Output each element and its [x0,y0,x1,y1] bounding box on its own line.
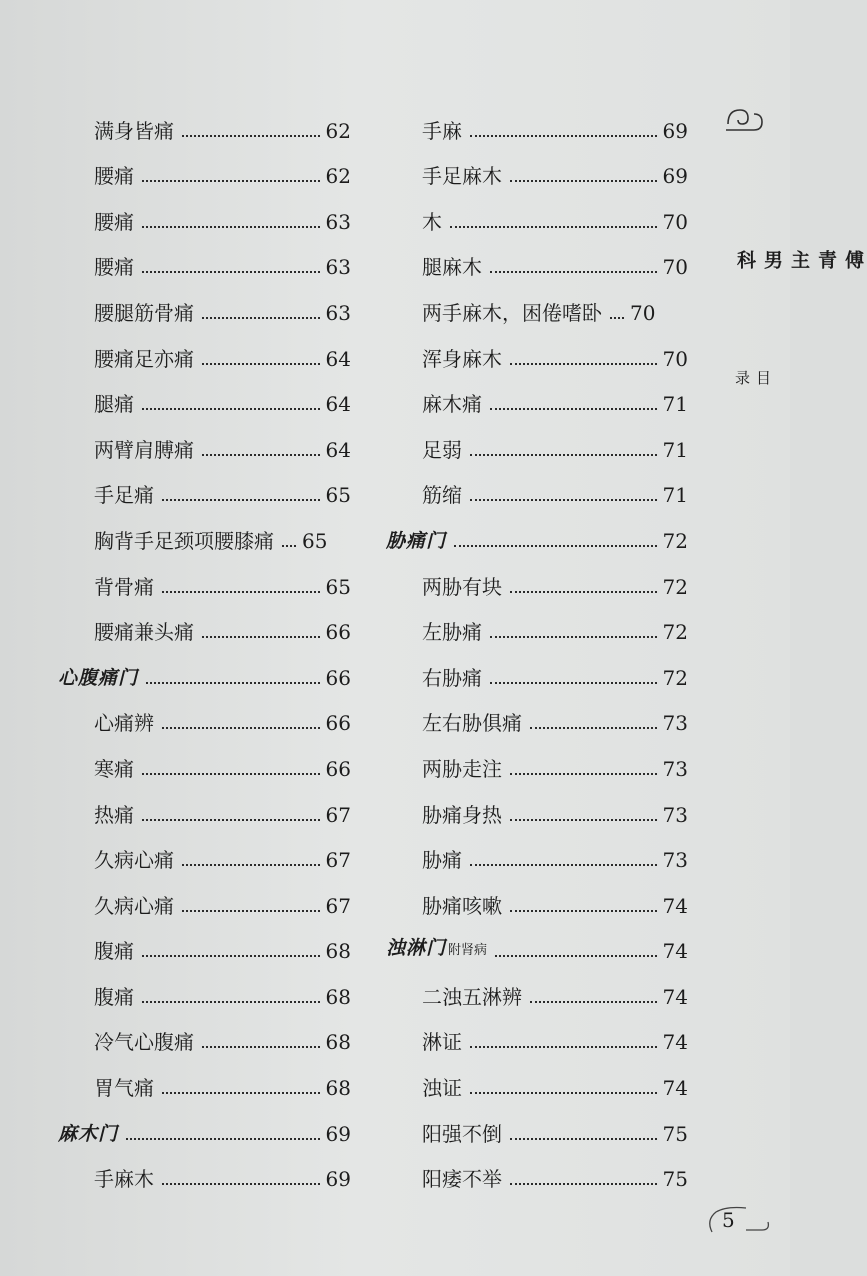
toc-entry-title [58,938,134,964]
toc-entry-title-text: 手足痛 [94,483,154,508]
toc-entry-title-text: 麻木痛 [422,392,482,417]
toc-entry-title-text: 腰痛 [94,209,134,234]
toc-page-number: 63 [325,209,351,234]
toc-entry-title-text: 腹痛 [94,939,134,964]
toc-entry-title [386,1029,462,1055]
toc-page-number: 71 [662,483,688,508]
toc-entry [386,463,688,509]
toc-page-number: 66 [325,620,351,645]
dot-leader [142,955,320,957]
toc-entry [58,964,351,1010]
toc-entry-title-text: 左胁痛 [422,620,482,645]
dot-leader [182,910,320,912]
page-number: 5 [722,1208,735,1232]
dot-leader [142,819,320,821]
dot-leader [470,1092,657,1094]
toc-entry-title [58,710,154,736]
toc-page-number: 74 [662,893,688,918]
toc-entry-title [58,1121,118,1147]
dot-leader [282,545,296,547]
toc-entry-title-text: 阳强不倒 [422,1121,502,1146]
toc-page-number: 73 [662,711,688,736]
toc-section-heading [58,1101,351,1147]
toc-entry-title [58,1075,154,1101]
toc-entry [386,828,688,874]
toc-page-number: 69 [662,118,688,143]
toc-entry [386,144,688,190]
toc-section-heading [386,508,688,554]
toc-entry [58,554,351,600]
toc-page-number: 65 [302,528,328,553]
toc-entry [386,600,688,646]
toc-entry [58,1055,351,1101]
dot-leader [450,226,657,228]
toc-entry-title [58,391,134,417]
toc-entry-title [386,437,462,463]
footer-ornament-icon [706,1200,776,1240]
dot-leader [182,864,320,866]
dot-leader [142,773,320,775]
toc-entry-title-text: 左右胁俱痛 [422,711,522,736]
toc-page-number: 62 [325,164,351,189]
toc-page-number: 72 [662,665,688,690]
dot-leader [470,135,657,137]
toc-entry-title [58,254,134,280]
toc-page-number: 65 [325,574,351,599]
toc-entry-title [58,1029,194,1055]
toc-page-number: 73 [662,848,688,873]
dot-leader [470,1046,657,1048]
toc-page-number: 71 [662,437,688,462]
toc-entry-title [58,437,194,463]
toc-page-number: 67 [325,848,351,873]
toc-entry-title [386,528,446,554]
toc-entry-title-text: 腰痛 [94,255,134,280]
toc-entry [58,417,351,463]
toc-entry-title [386,1166,502,1192]
toc-page-number: 68 [325,939,351,964]
toc-entry-title-text: 淋证 [422,1030,462,1055]
toc-entry-title [386,118,462,144]
toc-right-column [386,98,688,1192]
toc-entry [386,873,688,919]
toc-page-number: 69 [662,164,688,189]
toc-entry-title-text: 两臂肩膊痛 [94,437,194,462]
toc-entry-title [386,619,482,645]
toc-entry-title [58,163,134,189]
toc-section-heading [386,919,688,965]
toc-page-number: 66 [325,711,351,736]
toc-page-number: 66 [325,665,351,690]
toc-entry-title [58,847,174,873]
dot-leader [142,271,320,273]
toc-entry-title [386,1075,462,1101]
dot-leader [495,955,657,957]
dot-leader [202,636,320,638]
toc-page-number: 70 [662,346,688,371]
toc-entry-title [386,756,502,782]
toc-entry-title [386,209,442,235]
toc-entry-title [386,984,522,1010]
toc-left-column [58,98,351,1192]
toc-entry-title-text: 久病心痛 [94,848,174,873]
toc-entry-title-text: 腰痛 [94,164,134,189]
toc-entry-title [58,756,134,782]
toc-entry-title-text: 胁痛身热 [422,802,502,827]
dot-leader [162,727,320,729]
dot-leader [490,636,657,638]
toc-entry-title-text: 手麻木 [94,1167,154,1192]
dot-leader [162,1092,320,1094]
toc-page-number: 64 [325,437,351,462]
dot-leader [530,727,657,729]
toc-entry-title [386,665,482,691]
toc-page-number: 72 [662,620,688,645]
toc-entry-title [58,300,194,326]
dot-leader [510,1138,657,1140]
toc-entry-title-text: 腿痛 [94,392,134,417]
toc-entry-title-text: 两手麻木，困倦嗜卧 [422,300,602,325]
toc-page-number: 63 [325,255,351,280]
toc-entry-title-text: 二浊五淋辨 [422,984,522,1009]
toc-entry-title [58,984,134,1010]
dot-leader [510,1183,657,1185]
toc-entry [58,372,351,418]
toc-entry-title-text: 腹痛 [94,984,134,1009]
toc-entry-title [386,893,502,919]
dot-leader [530,1001,657,1003]
toc-page-number: 69 [325,1167,351,1192]
dot-leader [510,773,657,775]
toc-entry-title-text: 阳痿不举 [422,1167,502,1192]
toc-page-number: 75 [662,1121,688,1146]
toc-page-number: 68 [325,984,351,1009]
toc-entry-title-text: 腰腿筋骨痛 [94,300,194,325]
toc-entry-title [386,710,522,736]
toc-entry-title-text: 足弱 [422,437,462,462]
toc-entry [58,782,351,828]
toc-entry-title-text: 腰痛足亦痛 [94,346,194,371]
dot-leader [202,454,320,456]
toc-entry [386,645,688,691]
toc-entry [386,1101,688,1147]
toc-entry-title [386,391,482,417]
toc-entry-title [386,346,502,372]
dot-leader [510,591,657,593]
toc-entry [386,691,688,737]
toc-entry-title [386,802,502,828]
toc-entry-title [58,574,154,600]
toc-entry [58,828,351,874]
toc-entry-title-text: 浊淋门 [386,937,447,960]
toc-entry [58,463,351,509]
toc-entry [386,1010,688,1056]
toc-entry-title-text: 冷气心腹痛 [94,1030,194,1055]
toc-entry-title-text: 胁痛门 [386,529,447,552]
toc-entry-title-text: 胁痛咳嗽 [422,893,502,918]
toc-page-number: 71 [662,392,688,417]
toc-entry-title [386,482,462,508]
toc-entry [58,600,351,646]
toc-entry-title-text: 木 [422,209,442,234]
toc-entry [386,235,688,281]
toc-entry-title-text: 右胁痛 [422,665,482,690]
toc-entry [58,1010,351,1056]
toc-page-number: 69 [325,1121,351,1146]
toc-page-number: 74 [662,939,688,964]
toc-entry-title [58,528,274,554]
toc-entry-title-text: 心腹痛门 [58,666,139,689]
toc-entry [58,189,351,235]
toc-entry [58,1147,351,1193]
toc-entry [58,508,351,554]
toc-entry-title [386,574,502,600]
toc-entry-title-text: 两胁有块 [422,574,502,599]
toc-entry-title-text: 浑身麻木 [422,346,502,371]
toc-entry-title-text: 热痛 [94,802,134,827]
toc-entry-title-text: 腰痛兼头痛 [94,620,194,645]
dot-leader [610,317,624,319]
dot-leader [470,499,657,501]
dot-leader [510,819,657,821]
dot-leader [202,363,320,365]
dot-leader [142,408,320,410]
toc-page-number: 67 [325,893,351,918]
toc-entry [58,280,351,326]
toc-entry-title-text: 手麻 [422,118,462,143]
toc-entry [58,326,351,372]
dot-leader [510,910,657,912]
toc-page-number: 64 [325,346,351,371]
toc-entry-title-text: 胁痛 [422,848,462,873]
toc-entry-title [58,209,134,235]
toc-entry-title-text: 手足麻木 [422,164,502,189]
toc-entry-title-text: 久病心痛 [94,893,174,918]
toc-entry-title [58,893,174,919]
toc-entry [386,372,688,418]
toc-entry-title [386,847,462,873]
dot-leader [162,499,320,501]
toc-entry-title [386,163,502,189]
toc-entry-title [58,482,154,508]
dot-leader [510,363,657,365]
toc-entry-title [58,619,194,645]
toc-entry-title [58,802,134,828]
toc-page-number: 70 [630,300,656,325]
toc-entry [58,736,351,782]
toc-entry [58,873,351,919]
toc-entry-title-text: 胸背手足颈项腰膝痛 [94,528,274,553]
dot-leader [490,408,657,410]
toc-entry [58,235,351,281]
dot-leader [470,864,657,866]
toc-page-number: 73 [662,802,688,827]
toc-entry-title-text: 腿麻木 [422,255,482,280]
dot-leader [490,271,657,273]
toc-entry [386,1147,688,1193]
toc-entry [58,919,351,965]
dot-leader [142,226,320,228]
toc-entry-title [386,300,602,326]
dot-leader [142,1001,320,1003]
toc-page-number: 72 [662,528,688,553]
dot-leader [146,682,320,684]
toc-entry-title-text: 心痛辨 [94,711,154,736]
dot-leader [202,317,320,319]
toc-entry [386,964,688,1010]
toc-page-number: 68 [325,1030,351,1055]
toc-entry [386,1055,688,1101]
toc-page-number: 65 [325,483,351,508]
dot-leader [126,1138,320,1140]
toc-entry [386,98,688,144]
toc-page-number: 64 [325,392,351,417]
book-title: 傅青主男科 [734,250,864,271]
toc-entry-title-text: 背骨痛 [94,574,154,599]
toc-page-number: 74 [662,1030,688,1055]
toc-page-number: 73 [662,756,688,781]
dot-leader [490,682,657,684]
toc-entry [58,691,351,737]
toc-entry-title [386,1121,502,1147]
toc-entry-title-text: 寒痛 [94,756,134,781]
dot-leader [162,1183,320,1185]
toc-entry-title-text: 浊证 [422,1076,462,1101]
toc-entry-title-text: 满身皆痛 [94,118,174,143]
toc-page-number: 72 [662,574,688,599]
dot-leader [510,180,657,182]
toc-page-number: 70 [662,255,688,280]
toc-entry-title [58,346,194,372]
toc-entry [386,782,688,828]
toc-page-number: 66 [325,756,351,781]
toc-entry-title [58,665,138,691]
toc-page-number: 63 [325,300,351,325]
toc-entry-title [58,1166,154,1192]
toc-page-number: 74 [662,984,688,1009]
dot-leader [454,545,657,547]
toc-entry-title-text: 筋缩 [422,483,462,508]
toc-entry-title-text: 两胁走注 [422,756,502,781]
toc-entry [58,98,351,144]
dot-leader [202,1046,320,1048]
toc-entry [58,144,351,190]
cloud-ornament-icon [724,100,764,140]
toc-entry [386,280,688,326]
toc-page-number: 68 [325,1076,351,1101]
toc-entry-title-text: 胃气痛 [94,1076,154,1101]
toc-entry [386,189,688,235]
toc-entry [386,417,688,463]
toc-page-number: 67 [325,802,351,827]
toc-page-number: 75 [662,1167,688,1192]
dot-leader [182,135,320,137]
toc-entry [386,326,688,372]
toc-entry-note: 附肾病 [448,943,488,959]
toc-section-heading [58,645,351,691]
toc-entry-title [386,254,482,280]
toc-entry-title-text: 麻木门 [58,1122,119,1145]
toc-page-number: 70 [662,209,688,234]
toc-page-number: 62 [325,118,351,143]
toc-page-number: 74 [662,1076,688,1101]
dot-leader [470,454,657,456]
toc-entry [386,736,688,782]
dot-leader [162,591,320,593]
toc-entry [386,554,688,600]
section-label: 目录 [733,370,772,389]
toc-entry-title [386,935,487,964]
toc-entry-title [58,118,174,144]
dot-leader [142,180,320,182]
